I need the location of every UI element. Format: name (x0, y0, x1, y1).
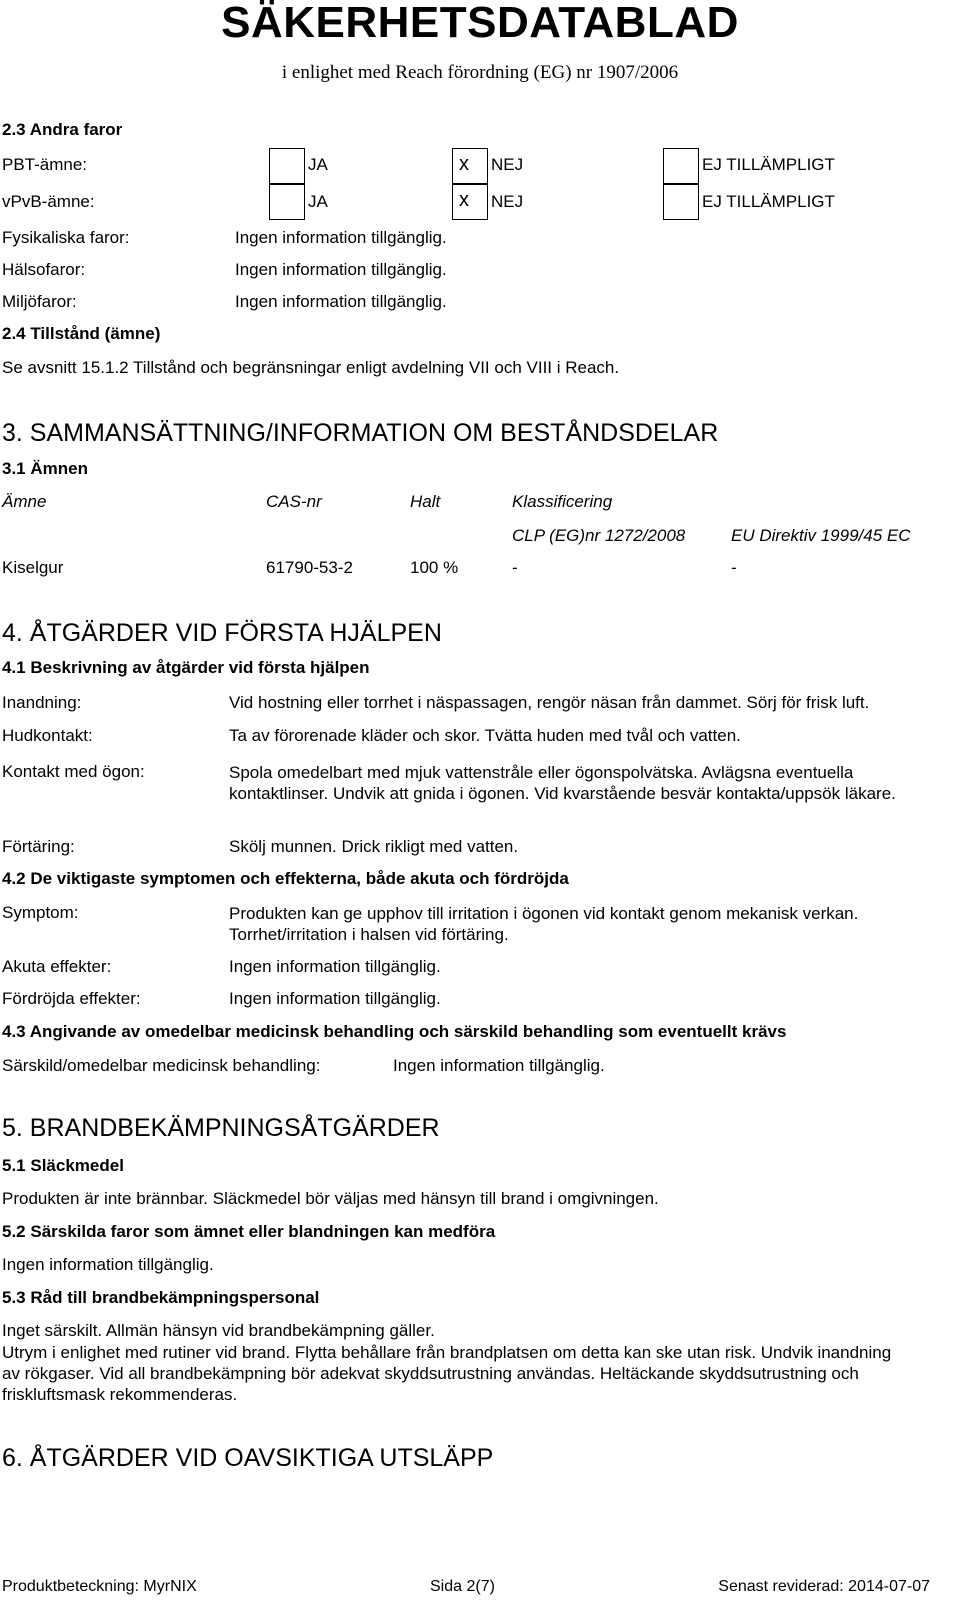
section-5-3-text-b: Utrym i enlighet med rutiner vid brand. Flytta behållare från brandplatsen om detta kan ske utan risk. Undvik inandning av rökgaser. Vid all brandbekämpning bör adekvat skyddsutrustning användas. Heltäckande skyddsutrustning och friskluftsmask rekommenderas. (2, 1343, 892, 1404)
pbt-nej-mark: x (459, 153, 469, 175)
vpvb-ja-checkbox (269, 184, 305, 220)
pbt-label: PBT-ämne: (2, 155, 88, 174)
hudkontakt-label: Hudkontakt: (2, 726, 93, 745)
footer-revised: Senast reviderad: 2014-07-07 (718, 1578, 930, 1595)
fordrojda-label: Fördröjda effekter: (2, 989, 141, 1008)
vpvb-ej-checkbox (663, 184, 699, 220)
document-subtitle: i enlighet med Reach förordning (EG) nr 1907/2006 (281, 62, 679, 83)
section-2-4-heading: 2.4 Tillstånd (ämne) (2, 324, 161, 343)
vpvb-nej-checkbox (452, 184, 488, 220)
section-5-2-heading: 5.2 Särskilda faror som ämnet eller blandningen kan medföra (2, 1222, 496, 1241)
fortaring-label: Förtäring: (2, 837, 75, 856)
section-5-2-text: Ingen information tillgänglig. (2, 1255, 214, 1274)
section-3-1-heading: 3.1 Ämnen (2, 459, 88, 478)
section-2-4-text: Se avsnitt 15.1.2 Tillstånd och begränsningar enligt avdelning VII och VIII i Reach. (2, 358, 620, 377)
vpvb-nej-label: NEJ (491, 192, 524, 211)
ogon-label: Kontakt med ögon: (2, 762, 145, 781)
section-4-3-heading: 4.3 Angivande av omedelbar medicinsk behandling och särskild behandling som eventuellt krävs (2, 1022, 787, 1041)
section-4-1-heading: 4.1 Beskrivning av åtgärder vid första hjälpen (2, 658, 370, 677)
pbt-nej-label: NEJ (491, 155, 524, 174)
section-5-3-heading: 5.3 Råd till brandbekämpningspersonal (2, 1288, 320, 1307)
footer-page: Sida 2(7) (430, 1578, 495, 1595)
footer-product: Produktbeteckning: MyrNIX (2, 1578, 197, 1595)
akuta-value: Ingen information tillgänglig. (229, 957, 441, 976)
sarskild-value: Ingen information tillgänglig. (393, 1056, 605, 1075)
fys-value: Ingen information tillgänglig. (235, 228, 447, 247)
fordrojda-value: Ingen information tillgänglig. (229, 989, 441, 1008)
row-amne: Kiselgur (2, 558, 64, 577)
section-4-heading: 4. ÅTGÄRDER VID FÖRSTA HJÄLPEN (2, 619, 442, 647)
row-clp: - (512, 558, 518, 577)
symptom-label: Symptom: (2, 903, 79, 922)
document-title: SÄKERHETSDATABLAD (221, 0, 739, 47)
col-klassificering: Klassificering (512, 492, 613, 511)
section-5-1-text: Produkten är inte brännbar. Släckmedel bör väljas med hänsyn till brand i omgivningen. (2, 1189, 659, 1208)
miljo-value: Ingen information tillgänglig. (235, 292, 447, 311)
col-halt: Halt (410, 492, 441, 511)
hudkontakt-value: Ta av förorenade kläder och skor. Tvätta huden med tvål och vatten. (229, 726, 741, 745)
fys-label: Fysikaliska faror: (2, 228, 130, 247)
symptom-value: Produkten kan ge upphov till irritation i ögonen vid kontakt genom mekanisk verkan. Torrhet/irritation i halsen vid förtäring. (229, 904, 859, 944)
col-clp: CLP (EG)nr 1272/2008 (512, 526, 686, 545)
pbt-ja-checkbox (269, 148, 305, 184)
col-amne: Ämne (2, 492, 47, 511)
pbt-nej-checkbox (452, 148, 488, 184)
col-cas: CAS-nr (266, 492, 322, 511)
row-halt: 100 % (410, 558, 459, 577)
section-4-2-heading: 4.2 De viktigaste symptomen och effekterna, både akuta och fördröjda (2, 869, 569, 888)
akuta-label: Akuta effekter: (2, 957, 112, 976)
sarskild-label: Särskild/omedelbar medicinsk behandling: (2, 1056, 321, 1075)
row-cas: 61790-53-2 (266, 558, 353, 577)
hals-value: Ingen information tillgänglig. (235, 260, 447, 279)
section-2-3-heading: 2.3 Andra faror (2, 120, 123, 139)
fortaring-value: Skölj munnen. Drick rikligt med vatten. (229, 837, 519, 856)
vpvb-nej-mark: x (459, 189, 469, 211)
miljo-label: Miljöfaror: (2, 292, 77, 311)
inandning-value: Vid hostning eller torrhet i näspassagen, rengör näsan från dammet. Sörj för frisk luft. (229, 693, 870, 712)
vpvb-ja-label: JA (308, 192, 328, 211)
section-5-3-text-a: Inget särskilt. Allmän hänsyn vid brandbekämpning gäller. (2, 1321, 435, 1340)
section-3-heading: 3. SAMMANSÄTTNING/INFORMATION OM BESTÅNDSDELAR (2, 419, 719, 447)
pbt-ej-checkbox (663, 148, 699, 184)
section-5-heading: 5. BRANDBEKÄMPNINGSÅTGÄRDER (2, 1114, 440, 1142)
pbt-ej-label: EJ TILLÄMPLIGT (702, 155, 835, 174)
row-eu: - (731, 558, 737, 577)
inandning-label: Inandning: (2, 693, 82, 712)
col-eu: EU Direktiv 1999/45 EC (731, 526, 911, 545)
hals-label: Hälsofaror: (2, 260, 86, 279)
vpvb-label: vPvB-ämne: (2, 192, 95, 211)
ogon-value: Spola omedelbart med mjuk vattenstråle eller ögonspolvätska. Avlägsna eventuella kontaktlinser. Undvik att gnida i ögonen. Vid kvarstående besvär kontakta/uppsök läkare. (229, 763, 896, 803)
pbt-ja-label: JA (308, 155, 328, 174)
vpvb-ej-label: EJ TILLÄMPLIGT (702, 192, 835, 211)
section-5-1-heading: 5.1 Släckmedel (2, 1156, 124, 1175)
section-6-heading: 6. ÅTGÄRDER VID OAVSIKTIGA UTSLÄPP (2, 1444, 494, 1472)
